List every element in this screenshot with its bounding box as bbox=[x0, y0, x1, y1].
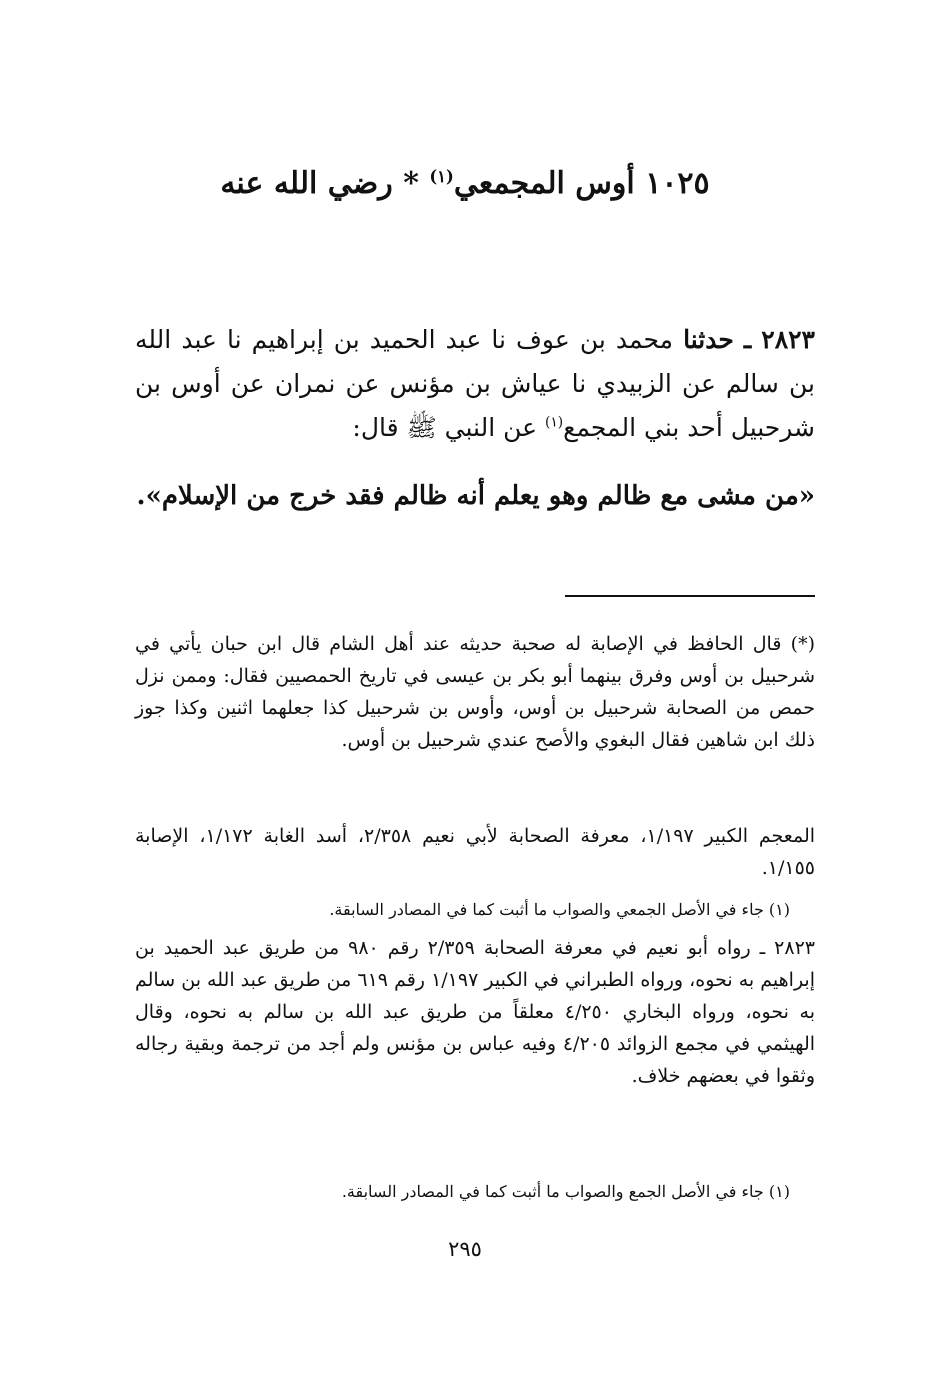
hadith-chain bbox=[135, 318, 815, 450]
isnad-note-ref: (١) bbox=[545, 414, 564, 431]
entry-number: ١٠٢٥ bbox=[645, 166, 710, 201]
hadith-lead-word: حدثنا bbox=[683, 325, 734, 354]
entry-title bbox=[150, 162, 780, 206]
hadith-number: ٢٨٢٣ bbox=[761, 325, 815, 354]
page-number: ٢٩٥ bbox=[448, 1237, 482, 1261]
sources-note: المعجم الكبير ١/١٩٧، معرفة الصحابة لأبي نعيم ٢/٣٥٨، أسد الغابة ١/١٧٢، الإصابة ١/١٥٥. bbox=[135, 825, 816, 879]
entry-name: أوس المجمعي bbox=[453, 166, 635, 201]
isnad-text-end: عن النبي ﷺ قال: bbox=[352, 413, 538, 442]
title-note-ref: (١) bbox=[429, 167, 454, 186]
isnad-text: محمد بن عوف نا عبد الحميد بن إبراهيم نا عبد الله بن سالم عن الزبيدي نا عياش بن مؤنس عن نمران عن أوس بن شرحبيل أحد بني المجمع bbox=[135, 325, 815, 442]
star-note: (*) قال الحافظ في الإصابة له صحبة حديثه عند أهل الشام قال ابن حبان يأتي في شرحبيل بن أوس وفرق بينهما أبو بكر بن عيسى في تاريخ الحمصيين فقال: وممن نزل حمص من الصحابة شرحبيل بن أوس، وأوس بن شرحبيل كذا جعلهما اثنين وكذا جوز ذلك ابن شاهين فقال البغوي والأصح عندي شرحبيل بن أوس. bbox=[135, 633, 815, 751]
honorific: رضي الله عنه bbox=[220, 166, 393, 201]
footnote-divider bbox=[565, 595, 815, 597]
hadith-matn: «من مشى مع ظالم وهو يعلم أنه ظالم فقد خرج من الإسلام». bbox=[136, 481, 815, 511]
footnote-1: (١) جاء في الأصل الجمعي والصواب ما أثبت كما في المصادر السابقة. bbox=[329, 900, 790, 919]
footnote-2: (١) جاء في الأصل الجمع والصواب ما أثبت كما في المصادر السابقة. bbox=[341, 1182, 790, 1201]
hadith-dash: ـ bbox=[743, 325, 752, 354]
star-mark: * bbox=[403, 166, 419, 201]
takhrij-note: ٢٨٢٣ ـ رواه أبو نعيم في معرفة الصحابة ٢/٣٥٩ رقم ٩٨٠ من طريق عبد الحميد بن إبراهيم به نحوه، ورواه الطبراني في الكبير ١/١٩٧ رقم ٦١٩ من طريق عبد الله بن سالم به نحوه، ورواه البخاري ٤/٢٥٠ معلقاً من طريق عبد الله بن سالم به نحوه، وقال الهيثمي في مجمع الزوائد ٤/٢٠٥ وفيه عباس بن مؤنس ولم أجد من ترجمة وبقية رجاله وثقوا في بعضهم خلاف. bbox=[135, 937, 816, 1087]
